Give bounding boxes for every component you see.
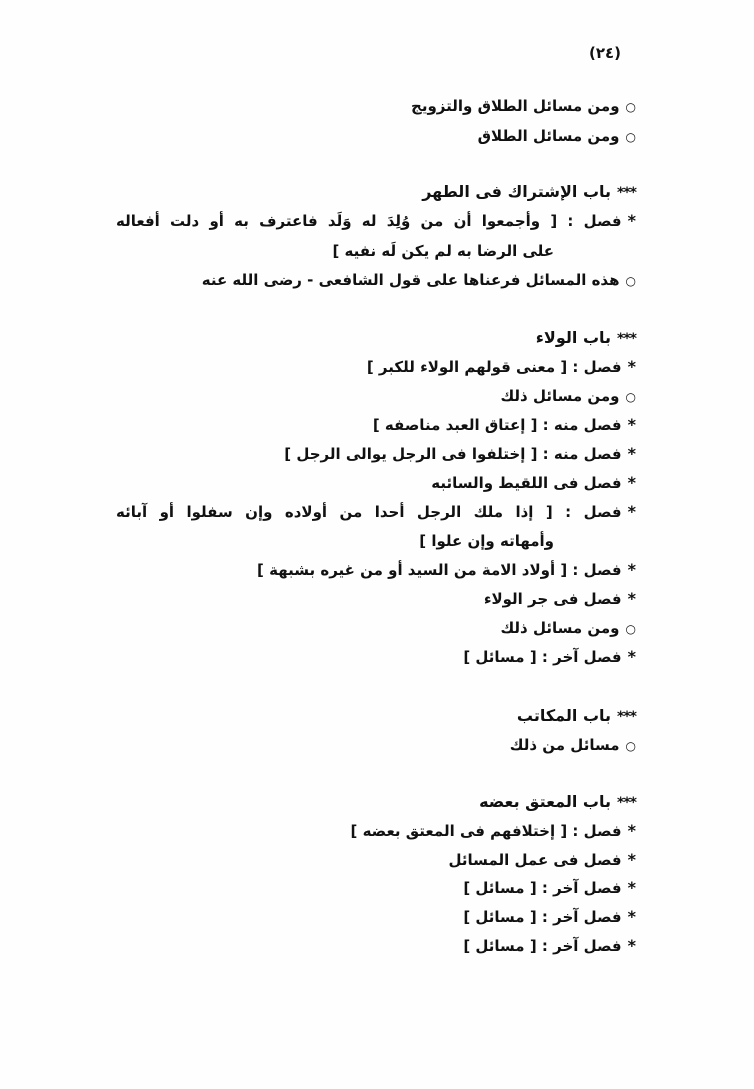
section-heading bbox=[422, 180, 636, 204]
list-item bbox=[500, 384, 636, 408]
star-bullet-icon: * bbox=[627, 878, 636, 897]
list-item bbox=[257, 558, 636, 582]
star-bullet-icon: * bbox=[627, 647, 636, 666]
list-item bbox=[373, 413, 636, 437]
heading-text: باب المكاتب bbox=[516, 706, 612, 725]
item-text: فصل : [ إختلافهم فى المعتق بعضه ] bbox=[350, 822, 622, 840]
list-item bbox=[500, 616, 636, 640]
item-text: هذه المسائل فرعناها على قول الشافعى - رضى الله عنه bbox=[201, 271, 620, 289]
item-text: فصل منه : [ إعتاق العبد مناصفه ] bbox=[372, 416, 622, 434]
list-item bbox=[449, 848, 636, 872]
heading-text: باب الإشتراك فى الطهر bbox=[422, 182, 612, 201]
item-text: فصل آخر : [ مسائل ] bbox=[463, 648, 622, 666]
list-item bbox=[463, 905, 636, 929]
item-text: فصل : [ أولاد الامة من السيد أو من غيره بشبهة ] bbox=[257, 561, 622, 579]
triple-star-icon: *** bbox=[617, 185, 636, 201]
circle-bullet-icon: ○ bbox=[625, 622, 636, 636]
page-number: (٢٤) bbox=[588, 44, 622, 62]
star-bullet-icon: * bbox=[627, 850, 636, 869]
list-item bbox=[478, 124, 636, 148]
star-bullet-icon: * bbox=[627, 415, 636, 434]
item-text: فصل فى اللقيط والسائبه bbox=[431, 474, 622, 492]
heading-text: باب المعتق بعضه bbox=[479, 792, 612, 811]
circle-bullet-icon: ○ bbox=[625, 739, 636, 753]
list-item-continuation: وأمهاته وإن علوا ] bbox=[419, 532, 554, 550]
star-bullet-icon: * bbox=[627, 560, 636, 579]
item-text: ومن مسائل الطلاق bbox=[477, 127, 620, 145]
section-heading bbox=[479, 790, 636, 814]
item-text: فصل آخر : [ مسائل ] bbox=[463, 879, 622, 897]
list-item bbox=[431, 471, 636, 495]
list-item bbox=[367, 355, 636, 379]
item-text: فصل : [ معنى قولهم الولاء للكبر ] bbox=[366, 358, 622, 376]
list-item bbox=[116, 209, 636, 233]
item-text: ومن مسائل ذلك bbox=[500, 387, 620, 405]
star-bullet-icon: * bbox=[627, 936, 636, 955]
heading-text: باب الولاء bbox=[535, 328, 612, 347]
item-text: ومن مسائل الطلاق والتزويج bbox=[411, 97, 620, 115]
circle-bullet-icon: ○ bbox=[625, 130, 636, 144]
triple-star-icon: *** bbox=[617, 331, 636, 347]
item-text: فصل : [ إذا ملك الرجل أحدا من أولاده وإن سفلوا أو آبائه bbox=[116, 503, 622, 521]
list-item bbox=[463, 876, 636, 900]
star-bullet-icon: * bbox=[627, 473, 636, 492]
item-text: فصل : [ وأجمعوا أن من وُلِدَ له وَلَد فاعترف به أو دلت أفعاله bbox=[116, 212, 622, 230]
list-item bbox=[463, 934, 636, 958]
star-bullet-icon: * bbox=[627, 589, 636, 608]
item-text: مسائل من ذلك bbox=[509, 736, 620, 754]
list-item bbox=[202, 268, 636, 292]
triple-star-icon: *** bbox=[617, 709, 636, 725]
item-text: ومن مسائل ذلك bbox=[500, 619, 620, 637]
list-item bbox=[284, 442, 636, 466]
item-text: فصل آخر : [ مسائل ] bbox=[463, 908, 622, 926]
section-heading bbox=[536, 326, 636, 350]
item-text: فصل منه : [ إختلفوا فى الرجل يوالى الرجل ] bbox=[284, 445, 622, 463]
item-text: فصل فى عمل المسائل bbox=[448, 851, 622, 869]
item-text: فصل آخر : [ مسائل ] bbox=[463, 937, 622, 955]
list-item bbox=[116, 500, 636, 524]
circle-bullet-icon: ○ bbox=[625, 100, 636, 114]
list-item bbox=[463, 645, 636, 669]
list-item-continuation: على الرضا به لم يكن لَه نفيه ] bbox=[332, 242, 554, 260]
list-item bbox=[484, 587, 636, 611]
item-text: فصل فى جر الولاء bbox=[483, 590, 622, 608]
circle-bullet-icon: ○ bbox=[625, 390, 636, 404]
circle-bullet-icon: ○ bbox=[625, 274, 636, 288]
star-bullet-icon: * bbox=[627, 444, 636, 463]
triple-star-icon: *** bbox=[617, 795, 636, 811]
list-item bbox=[510, 733, 636, 757]
list-item bbox=[351, 819, 637, 843]
star-bullet-icon: * bbox=[627, 357, 636, 376]
list-item bbox=[411, 94, 636, 118]
star-bullet-icon: * bbox=[627, 211, 636, 230]
star-bullet-icon: * bbox=[627, 821, 636, 840]
star-bullet-icon: * bbox=[627, 907, 636, 926]
section-heading bbox=[517, 704, 636, 728]
star-bullet-icon: * bbox=[627, 502, 636, 521]
